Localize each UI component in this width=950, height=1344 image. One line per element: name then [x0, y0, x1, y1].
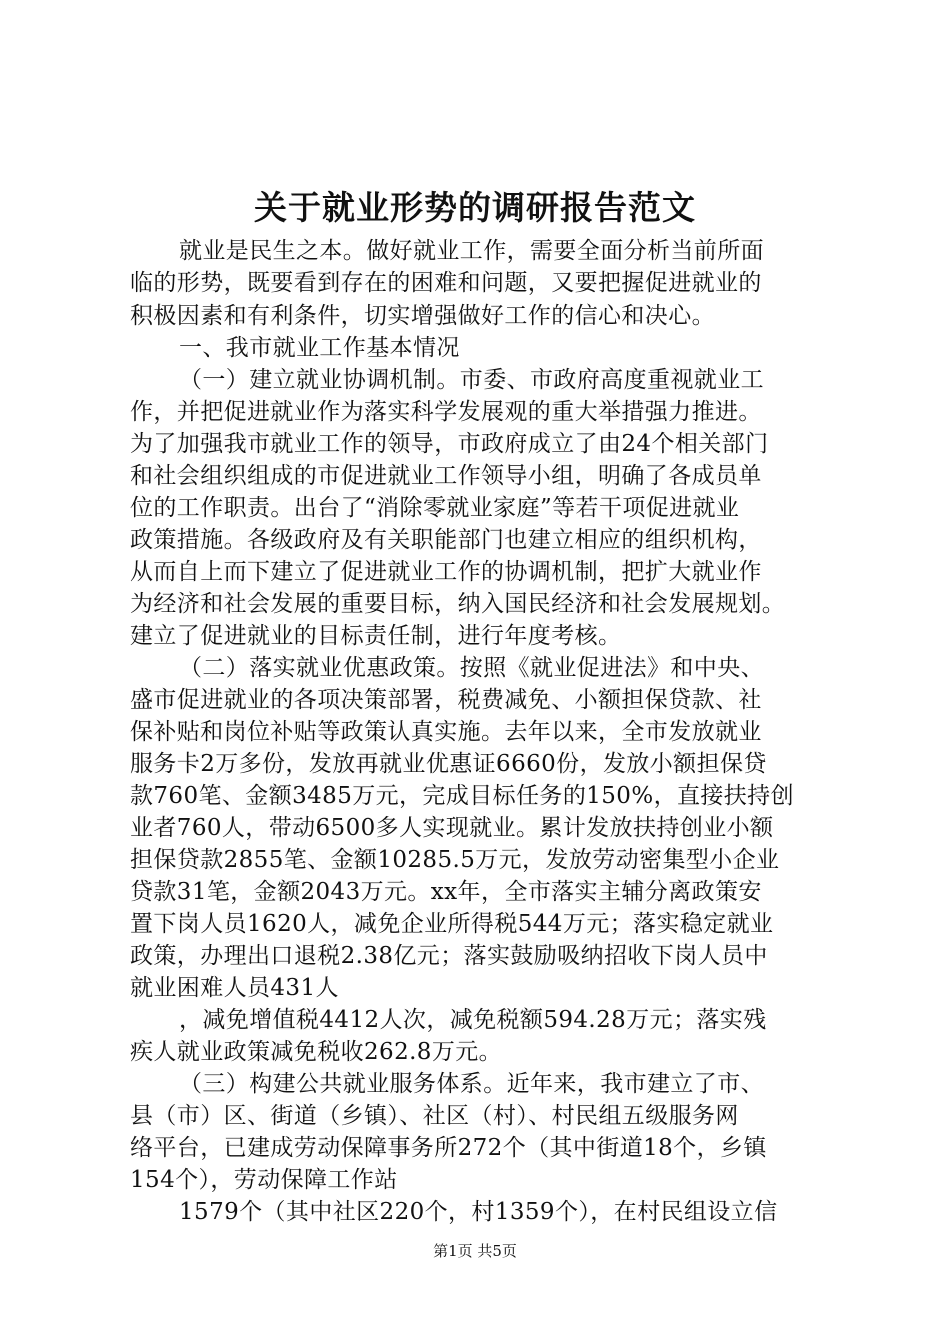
body-line: ，减免增值税4412人次，减免税额594.28万元；落实残	[179, 1007, 767, 1033]
body-line: 积极因素和有利条件，切实增强做好工作的信心和决心。	[130, 303, 715, 329]
body-line: 县（市）区、街道（乡镇）、社区（村）、村民组五级服务网	[130, 1103, 739, 1129]
body-line: 政策，办理出口退税2.38亿元；落实鼓励吸纳招收下岗人员中	[130, 943, 768, 969]
body-line: 1579个（其中社区220个，村1359个），在村民组设立信	[179, 1199, 778, 1225]
body-line: 为了加强我市就业工作的领导，市政府成立了由24个相关部门	[130, 431, 769, 457]
page-number-footer: 第1页 共5页	[433, 1242, 517, 1260]
body-line: 服务卡2万多份，发放再就业优惠证6660份，发放小额担保贷	[130, 751, 767, 777]
body-line: 建立了促进就业的目标责任制，进行年度考核。	[130, 623, 622, 649]
body-line: 担保贷款2855笔、金额10285.5万元，发放劳动密集型小企业	[130, 847, 780, 873]
body-line: （一）建立就业协调机制。市委、市政府高度重视就业工	[179, 367, 764, 393]
body-line: 临的形势，既要看到存在的困难和问题，又要把握促进就业的	[130, 270, 762, 296]
section-heading: 一、我市就业工作基本情况	[179, 335, 460, 361]
body-line: （三）构建公共就业服务体系。近年来，我市建立了市、	[179, 1071, 764, 1097]
body-line: 就业困难人员431人	[130, 975, 339, 1001]
body-line: 政策措施。各级政府及有关职能部门也建立相应的组织机构，	[130, 527, 762, 553]
body-line: 疾人就业政策减免税收262.8万元。	[130, 1039, 503, 1065]
body-line: 贷款31笔，金额2043万元。xx年，全市落实主辅分离政策安	[130, 879, 762, 905]
document-title: 关于就业形势的调研报告范文	[254, 188, 696, 227]
body-line: 从而自上而下建立了促进就业工作的协调机制，把扩大就业作	[130, 559, 762, 585]
body-line: 络平台，已建成劳动保障事务所272个（其中街道18个，乡镇	[130, 1135, 767, 1161]
body-line: 就业是民生之本。做好就业工作，需要全面分析当前所面	[179, 238, 764, 264]
body-line: 154个），劳动保障工作站	[130, 1167, 398, 1193]
body-line: 位的工作职责。出台了“消除零就业家庭”等若干项促进就业	[130, 495, 740, 521]
body-line: 置下岗人员1620人，减免企业所得税544万元；落实稳定就业	[130, 911, 774, 937]
body-line: 盛市促进就业的各项决策部署，税费减免、小额担保贷款、社	[130, 687, 762, 713]
body-line: 为经济和社会发展的重要目标，纳入国民经济和社会发展规划。	[130, 591, 786, 617]
body-line: 款760笔、金额3485万元，完成目标任务的150%，直接扶持创	[130, 783, 794, 809]
body-line: 和社会组织组成的市促进就业工作领导小组，明确了各成员单	[130, 463, 762, 489]
body-line: 保补贴和岗位补贴等政策认真实施。去年以来，全市发放就业	[130, 719, 762, 745]
body-line: 业者760人，带动6500多人实现就业。累计发放扶持创业小额	[130, 815, 774, 841]
body-line: （二）落实就业优惠政策。按照《就业促进法》和中央、	[179, 655, 764, 681]
body-line: 作，并把促进就业作为落实科学发展观的重大举措强力推进。	[130, 399, 762, 425]
